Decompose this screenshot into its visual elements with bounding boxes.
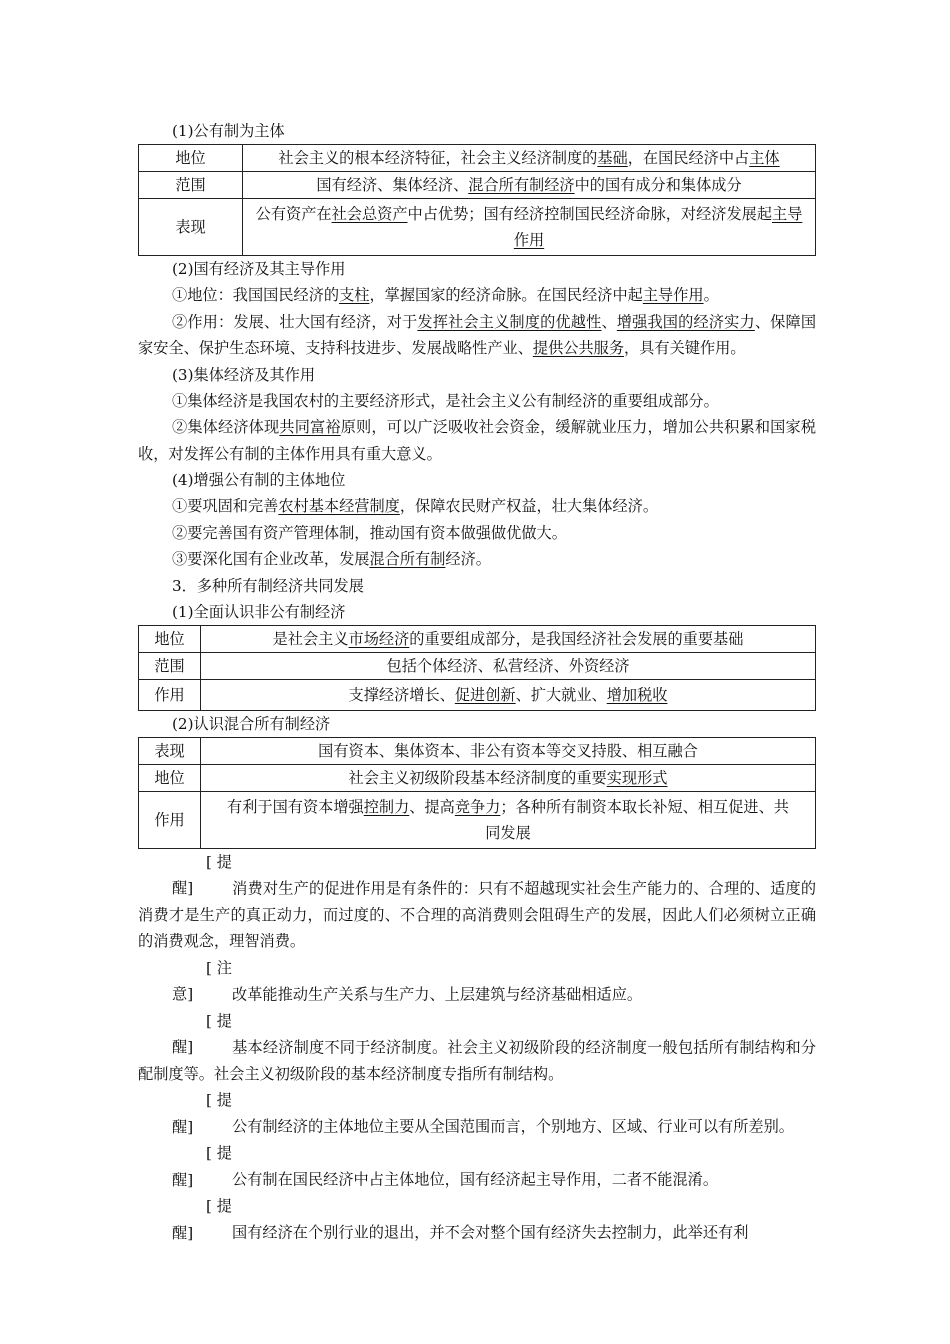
text-segment: ，具有关键作用。 [624, 339, 746, 357]
row-key: 地位 [139, 625, 201, 652]
note-text: 国有经济在个别行业的退出，并不会对整个国有经济失去控制力，此举还有利 [232, 1223, 749, 1242]
underlined-answer: 发挥社会主义制度的优越性 [417, 312, 602, 331]
table-row [139, 625, 816, 652]
note-text: 改革能推动生产关系与生产力、上层建筑与经济基础相适应。 [232, 985, 643, 1003]
row-value [201, 652, 816, 679]
section-heading-state-economy: (2)国有经济及其主导作用 [172, 260, 346, 278]
note-tag: [提醒] [172, 1144, 232, 1189]
table-row [139, 764, 816, 791]
underlined-answer: 主导作用 [642, 286, 704, 304]
row-key: 作用 [139, 791, 201, 848]
row-key: 地位 [139, 764, 201, 791]
text-segment: 国有经济、集体经济、 [316, 176, 469, 194]
mixed-ownership-table [138, 737, 816, 849]
text-segment: 。 [703, 286, 719, 304]
row-key: 表现 [139, 737, 201, 764]
note-tag: [提醒] [172, 852, 232, 897]
text-segment: ③要深化国有企业改革，发展 [172, 550, 370, 568]
underlined-answer: 农村基本经营制度 [278, 497, 400, 515]
underlined-answer: 竞争力 [454, 797, 501, 816]
row-key: 范围 [139, 652, 201, 679]
text-segment: ，掌握国家的经济命脉。在国民经济中起 [369, 286, 643, 304]
underlined-answer: 基础 [597, 149, 628, 167]
section-heading-multiple-ownership: 3．多种所有制经济共同发展 [172, 576, 364, 595]
row-key: 地位 [139, 145, 243, 172]
paragraph [138, 388, 816, 415]
text-segment: 包括个体经济、私营经济、外资经济 [386, 656, 630, 675]
section-heading-collective-economy: (3)集体经济及其作用 [172, 365, 316, 384]
note-tag: [提醒] [172, 1091, 232, 1136]
text-segment: 国有资本、集体资本、非公有资本等交叉持股、相互融合 [318, 741, 698, 760]
note [138, 1140, 816, 1193]
text-segment: ；各种所有制资本取长补短、相互促进、共同发展 [485, 797, 789, 842]
text-segment: 、 [601, 312, 617, 331]
text-segment: ②要完善国有资产管理体制，推动国有资本做强做优做大。 [172, 523, 567, 542]
subsection-heading-non-public: (1)全面认识非公有制经济 [172, 602, 346, 621]
row-value [201, 764, 816, 791]
non-public-economy-table [138, 625, 816, 711]
underlined-answer: 实现形式 [606, 768, 668, 787]
row-value [201, 791, 816, 848]
table-row [139, 172, 816, 199]
row-value [243, 172, 816, 199]
document-page [138, 118, 816, 1246]
subsection-heading-mixed: (2)认识混合所有制经济 [172, 714, 331, 733]
public-ownership-table [138, 144, 816, 256]
text-segment: ①集体经济是我国农村的主要经济形式，是社会主义公有制经济的重要组成部分。 [172, 391, 719, 410]
text-segment: 公有资产在 [255, 205, 332, 223]
paragraph [138, 493, 816, 520]
underlined-answer: 提供公共服务 [532, 339, 624, 357]
underlined-answer: 主体 [749, 149, 780, 167]
underlined-answer: 增加税收 [606, 685, 668, 704]
text-segment: ，保障农民财产权益，壮大集体经济。 [399, 497, 658, 515]
text-segment: 、保障国家安全、保护生态环境、支持科技进步、发展战略性产业、 [138, 312, 817, 357]
text-segment: ②集体经济体现 [172, 418, 280, 436]
text-segment: ①要巩固和完善 [172, 497, 279, 515]
row-value [201, 737, 816, 764]
text-segment: 的重要组成部分，是我国经济社会发展的重要基础 [409, 629, 744, 648]
note-text: 公有制经济的主体地位主要从全国范围而言，个别地方、区域、行业可以有所差别。 [232, 1117, 794, 1136]
note [138, 1193, 816, 1246]
text-segment: 原则，可以广泛吸收社会资金，缓解就业压力，增加公共积累和国家税收，对发挥公有制的主体作用具有重大意义。 [138, 418, 817, 463]
text-segment: 社会主义的根本经济特征，社会主义经济制度的 [278, 149, 598, 167]
note [138, 849, 816, 955]
table-row [139, 737, 816, 764]
table-row [139, 652, 816, 679]
paragraph [138, 520, 816, 547]
paragraph [138, 414, 816, 467]
note-tag: [提醒] [172, 1197, 232, 1242]
note [138, 955, 816, 1008]
note-text: 消费对生产的促进作用是有条件的：只有不超越现实社会生产能力的、合理的、适度的消费才是生产的真正动力，而过度的、不合理的高消费则会阻碍生产的发展，因此人们必须树立正确的消费观念，理智消费。 [138, 879, 816, 950]
underlined-answer: 市场经济 [348, 629, 410, 648]
text-segment: 有利于国有资本增强 [227, 797, 364, 816]
text-segment: 中占优势；国有经济控制国民经济命脉，对经济发展起 [407, 205, 772, 223]
text-segment: ，在国民经济中占 [627, 149, 750, 167]
underlined-answer: 促进创新 [454, 685, 516, 704]
note-tag: [提醒] [172, 1011, 232, 1056]
table-row [139, 145, 816, 172]
text-segment: 社会主义初级阶段基本经济制度的重要 [348, 768, 607, 787]
text-segment: 、扩大就业、 [515, 685, 607, 704]
section-heading-strengthen: (4)增强公有制的主体地位 [172, 471, 346, 489]
paragraph [138, 282, 816, 309]
text-segment: 是社会主义 [272, 629, 349, 648]
underlined-answer: 控制力 [363, 797, 410, 816]
table-row [139, 199, 816, 256]
paragraph [138, 309, 816, 362]
table-row [139, 791, 816, 848]
note [138, 1008, 816, 1088]
row-value [243, 199, 816, 256]
text-segment: 中的国有成分和集体成分 [574, 176, 742, 194]
note-tag: [注意] [172, 958, 232, 1003]
row-value [243, 145, 816, 172]
text-segment: 、提高 [409, 797, 455, 816]
notes-section [138, 849, 816, 1247]
underlined-answer: 增强我国的经济实力 [616, 312, 755, 331]
underlined-answer: 共同富裕 [279, 418, 341, 436]
text-segment: 支撑经济增长、 [348, 685, 455, 704]
text-segment: ①地位：我国国民经济的 [172, 286, 340, 304]
table-row [139, 679, 816, 710]
row-key: 作用 [139, 679, 201, 710]
note-text: 公有制在国民经济中占主体地位，国有经济起主导作用，二者不能混淆。 [232, 1170, 718, 1189]
underlined-answer: 支柱 [339, 286, 370, 304]
underlined-answer: 混合所有制 [369, 550, 446, 568]
text-segment: ②作用：发展、壮大国有经济，对于 [172, 312, 418, 331]
note-text: 基本经济制度不同于经济制度。社会主义初级阶段的经济制度一般包括所有制结构和分配制度等。社会主义初级阶段的基本经济制度专指所有制结构。 [138, 1038, 816, 1083]
note [138, 1087, 816, 1140]
row-value [201, 679, 816, 710]
row-key: 表现 [139, 199, 243, 256]
underlined-answer: 主导作用 [513, 205, 803, 249]
row-key: 范围 [139, 172, 243, 199]
underlined-answer: 社会总资产 [331, 205, 408, 223]
section-heading-public-ownership: (1)公有制为主体 [172, 122, 285, 140]
paragraph [138, 546, 816, 573]
underlined-answer: 混合所有制经济 [468, 176, 575, 194]
row-value [201, 625, 816, 652]
text-segment: 经济。 [445, 550, 491, 568]
